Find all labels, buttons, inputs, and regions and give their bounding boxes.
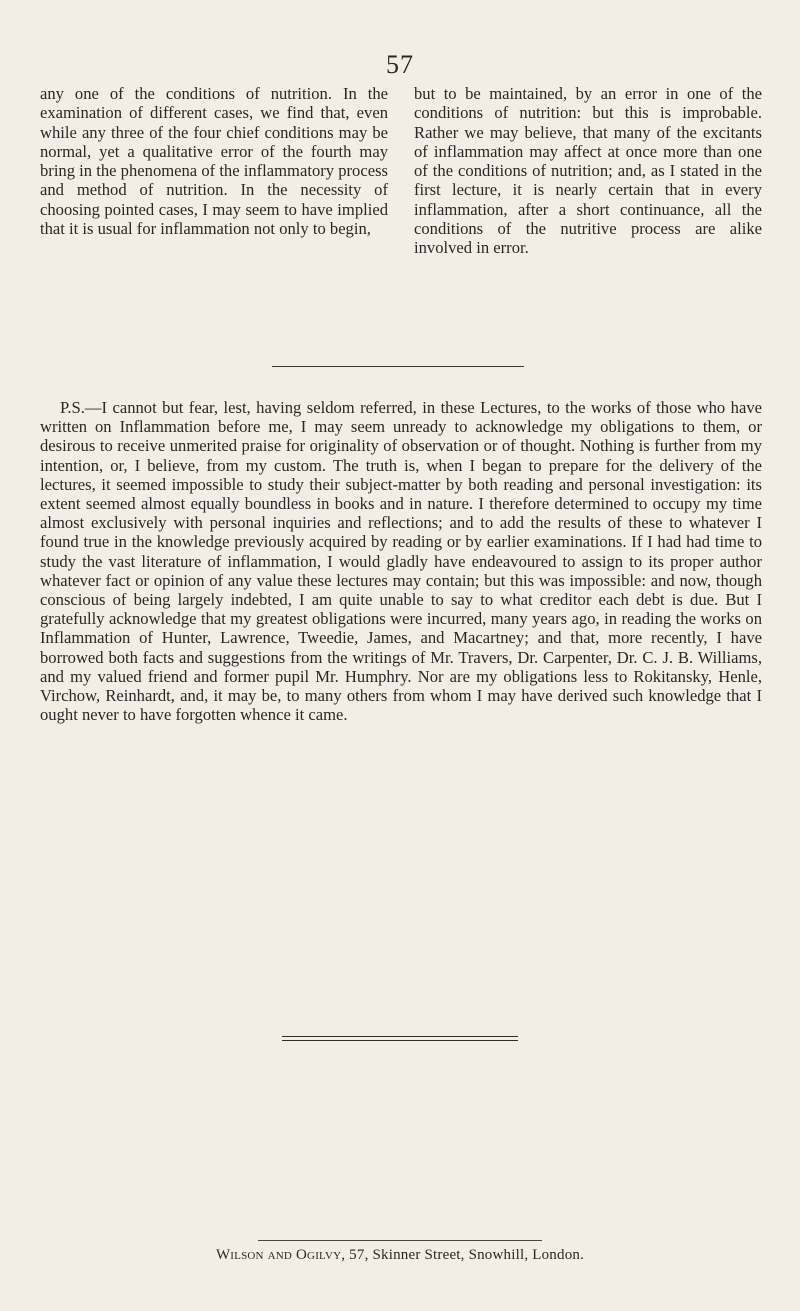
imprint-rule xyxy=(258,1240,542,1241)
printer-name: Wilson and Ogilvy xyxy=(215,1247,342,1263)
double-rule-divider xyxy=(282,1036,518,1041)
right-column xyxy=(414,84,762,258)
left-column-paragraph: any one of the conditions of nutrition. In the examination of different cases, we find that, even while any three of the four chief conditions may be normal, yet a qualitative error of the fourth may bring in the phenomena of the inflammatory process and method of nutrition. In the necessity of choosing pointed cases, I may seem to have implied that it is usual for inflammation not only to begin, xyxy=(40,84,388,239)
postscript-paragraph: P.S.—I cannot but fear, lest, having seldom referred, in these Lectures, to the works of those who have written on Inflammation before me, I may seem unready to acknowledge my obligations to them, or desirous to receive unmerited praise for originality of observation or of thought. Nothing is further from my intention, or, I believe, from my custom. The truth is, when I began to prepare for the delivery of the lectures, it seemed impossible to study their subject-matter by both reading and personal investigation: its extent seemed almost equally boundless in books and in nature. I therefore determined to occupy my time almost exclusively with personal inquiries and reflections; and to add the results of these to whatever I found true in the knowledge previously acquired by reading or by earlier examinations. If I had had time to study the vast literature of inflammation, I would gladly have endeavoured to assign to its proper author whatever fact or opinion of any value these lectures may contain; but this was impossible: and now, though conscious of being largely indebted, I am quite unable to say to what creditor each debt is due. But I gratefully acknowledge that my greatest obligations were incurred, many years ago, in reading the works on Inflammation of Hunter, Lawrence, Tweedie, James, and Macartney; and that, more recently, I have borrowed both facts and suggestions from the writings of Mr. Travers, Dr. Carpenter, Dr. C. J. B. Williams, and my valued friend and former pupil Mr. Humphry. Nor are my obligations less to Rokitansky, Henle, Virchow, Reinhardt, and, it may be, to many others from whom I may have derived such knowledge that I ought never to have forgotten whence it came. xyxy=(40,398,762,725)
printer-address: , 57, Skinner Street, Snowhill, London. xyxy=(341,1247,585,1263)
two-column-text xyxy=(40,84,762,258)
right-column-paragraph: but to be maintained, by an error in one of the conditions of nutrition: but this is improbable. Rather we may believe, that many of the excitants of inflammation may affect at once more than one of the conditions of nutrition; and, as I stated in the first lecture, it is nearly certain that in every inflammation, after a short continuance, all the conditions of the nutritive process are alike involved in error. xyxy=(414,84,762,258)
left-column xyxy=(40,84,388,258)
page-number: 57 xyxy=(386,50,414,79)
printer-imprint xyxy=(0,1247,800,1264)
section-divider xyxy=(272,366,524,367)
